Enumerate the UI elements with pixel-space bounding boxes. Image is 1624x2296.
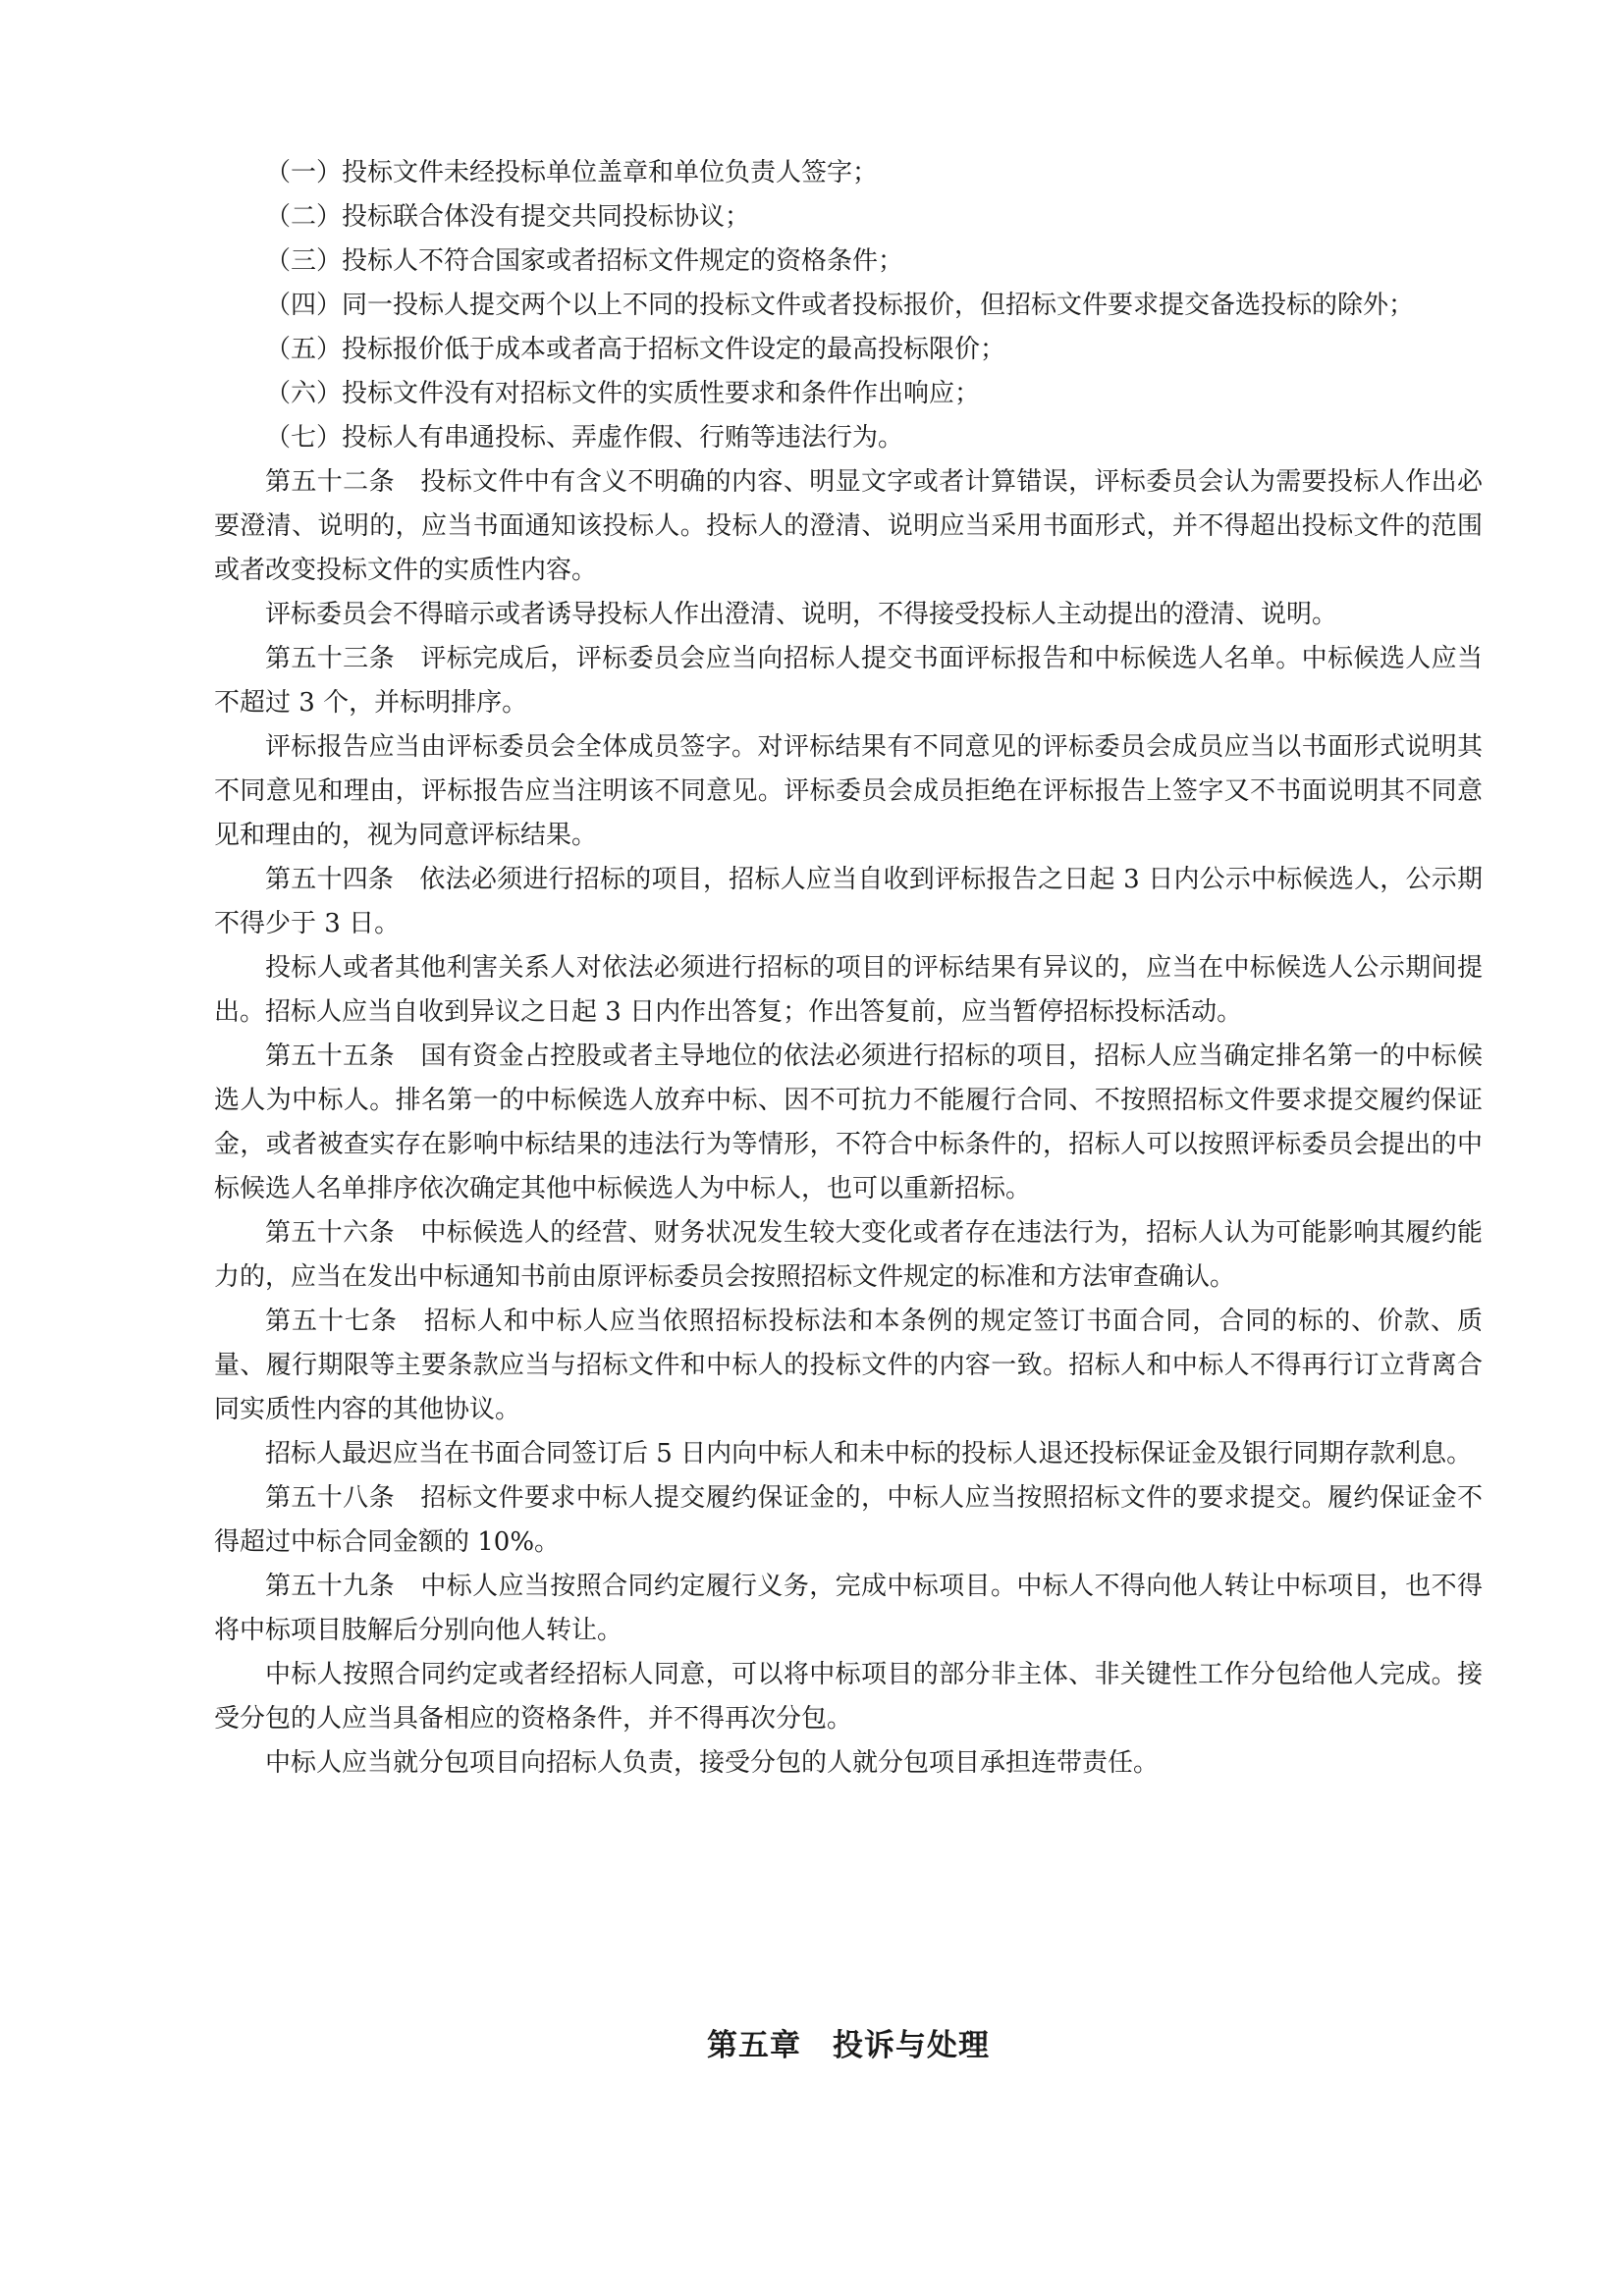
article-57-para-2: 招标人最迟应当在书面合同签订后 5 日内向中标人和未中标的投标人退还投标保证金及银行同期存款利息。 (265, 1439, 1473, 1468)
article-59-para-3: 中标人应当就分包项目向招标人负责，接受分包的人就分包项目承担连带责任。 (265, 1748, 1160, 1778)
clause-item-1: （一）投标文件未经投标单位盖章和单位负责人签字； (265, 158, 879, 187)
article-59-para-2: 中标人按照合同约定或者经招标人同意，可以将中标项目的部分非主体、非关键性工作分包给他人完成。接受分包的人应当具备相应的资格条件，并不得再次分包。 (214, 1660, 1483, 1734)
clause-item-7: （七）投标人有串通投标、弄虚作假、行贿等违法行为。 (265, 423, 904, 453)
article-54: 第五十四条 依法必须进行招标的项目，招标人应当自收到评标报告之日起 3 日内公示中标候选人，公示期不得少于 3 日。 (214, 865, 1483, 938)
article-58: 第五十八条 招标文件要求中标人提交履约保证金的，中标人应当按照招标文件的要求提交。履约保证金不得超过中标合同金额的 10%。 (214, 1483, 1483, 1557)
article-56: 第五十六条 中标候选人的经营、财务状况发生较大变化或者存在违法行为，招标人认为可能影响其履约能力的，应当在发出中标通知书前由原评标委员会按照招标文件规定的标准和方法审查确认。 (214, 1218, 1483, 1292)
article-52: 第五十二条 投标文件中有含义不明确的内容、明显文字或者计算错误，评标委员会认为需要投标人作出必要澄清、说明的，应当书面通知该投标人。投标人的澄清、说明应当采用书面形式，并不得超出投标文件的范围或者改变投标文件的实质性内容。 (214, 467, 1483, 585)
body-text (214, 151, 1483, 1786)
clause-item-5: （五）投标报价低于成本或者高于招标文件设定的最高投标限价； (265, 335, 1006, 364)
chapter-heading: 第五章 投诉与处理 (707, 2028, 990, 2063)
clause-item-3: （三）投标人不符合国家或者招标文件规定的资格条件； (265, 246, 904, 276)
article-53-para-2: 评标报告应当由评标委员会全体成员签字。对评标结果有不同意见的评标委员会成员应当以书面形式说明其不同意见和理由，评标报告应当注明该不同意见。评标委员会成员拒绝在评标报告上签字又不书面说明其不同意见和理由的，视为同意评标结果。 (214, 732, 1483, 850)
article-54-para-2: 投标人或者其他利害关系人对依法必须进行招标的项目的评标结果有异议的，应当在中标候选人公示期间提出。招标人应当自收到异议之日起 3 日内作出答复；作出答复前，应当暂停招标投标活动。 (214, 953, 1483, 1027)
article-55: 第五十五条 国有资金占控股或者主导地位的依法必须进行招标的项目，招标人应当确定排名第一的中标候选人为中标人。排名第一的中标候选人放弃中标、因不可抗力不能履行合同、不按照招标文件要求提交履约保证金，或者被查实存在影响中标结果的违法行为等情形，不符合中标条件的，招标人可以按照评标委员会提出的中标候选人名单排序依次确定其他中标候选人为中标人，也可以重新招标。 (214, 1041, 1483, 1203)
clause-item-6: （六）投标文件没有对招标文件的实质性要求和条件作出响应； (265, 379, 981, 408)
article-57: 第五十七条 招标人和中标人应当依照招标投标法和本条例的规定签订书面合同，合同的标的、价款、质量、履行期限等主要条款应当与招标文件和中标人的投标文件的内容一致。招标人和中标人不得再行订立背离合同实质性内容的其他协议。 (214, 1307, 1483, 1424)
clause-item-2: （二）投标联合体没有提交共同投标协议； (265, 202, 751, 232)
article-52-para-2: 评标委员会不得暗示或者诱导投标人作出澄清、说明，不得接受投标人主动提出的澄清、说明。 (265, 600, 1338, 629)
clause-item-4: （四）同一投标人提交两个以上不同的投标文件或者投标报价，但招标文件要求提交备选投标的除外； (265, 291, 1415, 320)
article-53: 第五十三条 评标完成后，评标委员会应当向招标人提交书面评标报告和中标候选人名单。中标候选人应当不超过 3 个，并标明排序。 (214, 644, 1483, 718)
article-59: 第五十九条 中标人应当按照合同约定履行义务，完成中标项目。中标人不得向他人转让中标项目，也不得将中标项目肢解后分别向他人转让。 (214, 1572, 1483, 1645)
